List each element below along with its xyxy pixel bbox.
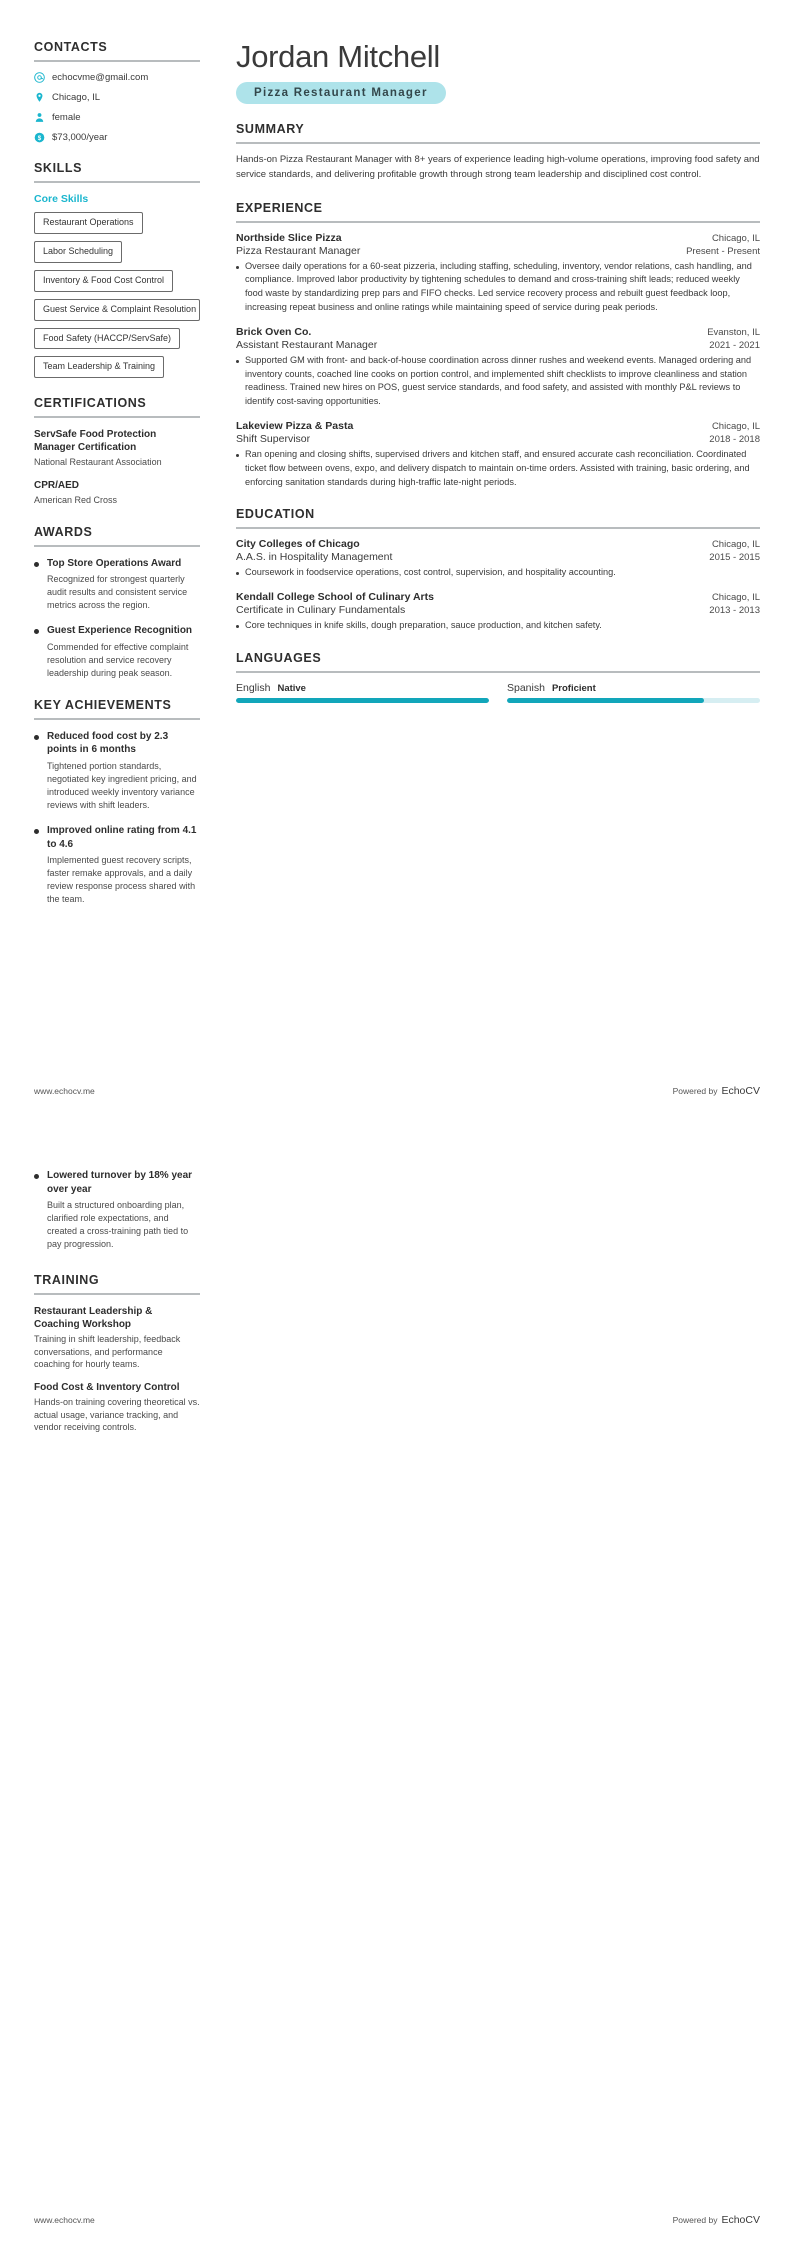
education-org: Kendall College School of Culinary Arts xyxy=(236,591,434,604)
education-bullet xyxy=(236,619,760,633)
education-dates: 2013 - 2013 xyxy=(709,605,760,617)
certification-entry xyxy=(34,428,200,469)
education-location: Chicago, IL xyxy=(711,539,760,551)
main-column-continued xyxy=(216,1169,760,1452)
education-bullet xyxy=(236,566,760,580)
languages-section xyxy=(236,651,760,703)
section-divider xyxy=(34,181,200,183)
training-entry xyxy=(34,1381,200,1434)
bullet-dot-icon xyxy=(236,572,239,575)
main-column xyxy=(216,40,760,924)
key-achievement-description: Built a structured onboarding plan, clarified role expectations, and created a cross-training path tied to pay progression. xyxy=(47,1200,189,1250)
training-description: Training in shift leadership, feedback conversations, and performance coaching for hourly teams. xyxy=(34,1334,181,1370)
contact-email[interactable] xyxy=(34,72,200,83)
experience-bullet-text: Supported GM with front- and back-of-house coordination across dinner rushes and weekend events. Managed ordering and inventory counts, coached line cooks on portion control, and implemented shift checklists to improve cleanliness and station readiness. Trained new hires on POS, guest service standards, and food safety, and assisted with monthly P&L reviews to identify cost-saving opportunities. xyxy=(245,354,752,407)
language-name: Spanish xyxy=(507,681,545,694)
bullet-dot-icon xyxy=(236,454,239,457)
experience-bullet-text: Ran opening and closing shifts, supervised drivers and kitchen staff, and ensured accurate cash reconciliation. Coordinated ticket flow between ovens, expo, and delivery dispatch to maintain on-time orders. Assisted with training, basic ordering, and enforcing sanitation standards during high-traffic late-night periods. xyxy=(245,448,750,487)
key-achievement-description: Tightened portion standards, negotiated key ingredient pricing, and introduced weekly inventory variance reviews with shift leaders. xyxy=(47,760,197,810)
contact-salary xyxy=(34,132,200,143)
section-divider xyxy=(34,545,200,547)
section-divider xyxy=(236,142,760,144)
contacts-heading: CONTACTS xyxy=(34,40,108,54)
person-icon xyxy=(34,112,45,123)
key-achievement-item xyxy=(34,730,200,812)
education-section xyxy=(236,507,760,633)
footer-website[interactable]: www.echocv.me xyxy=(34,1086,95,1096)
award-title: Guest Experience Recognition xyxy=(47,625,193,637)
awards-heading: AWARDS xyxy=(34,524,93,539)
award-description: Recognized for strongest quarterly audit results and consistent service metrics across the region. xyxy=(47,574,188,611)
contact-location xyxy=(34,92,200,103)
section-divider xyxy=(34,416,200,418)
skill-chip[interactable]: Inventory & Food Cost Control xyxy=(34,270,173,292)
key-achievement-description: Implemented guest recovery scripts, faster remake approvals, and a daily review response process shared with the team. xyxy=(47,855,196,905)
resume-page-2 xyxy=(0,1129,794,2252)
contact-email-value: echocvme@gmail.com xyxy=(52,72,149,83)
skill-chip[interactable]: Restaurant Operations xyxy=(34,212,143,234)
education-location: Chicago, IL xyxy=(711,592,760,604)
section-divider xyxy=(236,671,760,673)
resume-page-1 xyxy=(0,0,794,1123)
education-bullet-text: Coursework in foodservice operations, cost control, supervision, and hospitality accounting. xyxy=(245,567,616,578)
page-footer xyxy=(34,2214,760,2226)
section-divider xyxy=(34,718,200,720)
experience-bullet xyxy=(236,448,760,489)
language-level: Proficient xyxy=(551,682,596,694)
sidebar-continued xyxy=(34,1169,216,1452)
education-entry xyxy=(236,538,760,580)
skill-chip[interactable]: Labor Scheduling xyxy=(34,241,122,263)
location-pin-icon xyxy=(34,92,45,103)
experience-entry xyxy=(236,420,760,489)
salary-coin-icon xyxy=(34,132,45,143)
job-title-badge: Pizza Restaurant Manager xyxy=(236,82,446,104)
skill-chip[interactable]: Food Safety (HACCP/ServSafe) xyxy=(34,328,180,350)
skills-subheading: Core Skills xyxy=(34,193,89,205)
education-org: City Colleges of Chicago xyxy=(236,538,360,551)
experience-dates: 2018 - 2018 xyxy=(709,433,760,445)
key-achievement-title: Reduced food cost by 2.3 points in 6 months xyxy=(47,730,169,756)
award-item xyxy=(34,624,200,680)
bullet-dot-icon xyxy=(34,562,39,567)
certification-title: ServSafe Food Protection Manager Certification xyxy=(34,429,157,454)
experience-dates: 2021 - 2021 xyxy=(709,339,760,351)
language-level: Native xyxy=(277,682,306,694)
svg-text:$: $ xyxy=(37,134,42,142)
section-divider xyxy=(236,221,760,223)
footer-website[interactable]: www.echocv.me xyxy=(34,2215,95,2225)
award-description: Commended for effective complaint resolution and service recovery leadership during peak season. xyxy=(47,641,189,678)
experience-bullet xyxy=(236,354,760,409)
summary-heading: SUMMARY xyxy=(236,122,305,137)
experience-bullet xyxy=(236,260,760,315)
page-title: Jordan Mitchell xyxy=(236,39,440,74)
certifications-section xyxy=(34,396,200,506)
experience-heading: EXPERIENCE xyxy=(236,200,323,215)
sidebar xyxy=(34,40,216,924)
experience-section xyxy=(236,201,760,490)
key-achievement-item xyxy=(34,824,200,906)
experience-bullet-text: Oversee daily operations for a 60-seat pizzeria, including staffing, scheduling, inventory, vendor relations, cash handling, and compliance. Improved labor productivity by tightening schedules to demand and cross-training shift leads; reduced weekly food waste by standardizing prep pars and FIFO checks. Led service recovery process and rebuilt guest feedback loop, increasing repeat business and online ratings while maintaining speed of service during peak periods. xyxy=(245,260,752,312)
award-item xyxy=(34,557,200,613)
experience-location: Chicago, IL xyxy=(711,232,760,244)
skill-chip[interactable]: Team Leadership & Training xyxy=(34,356,164,378)
language-item xyxy=(507,682,760,703)
education-entry xyxy=(236,591,760,633)
key-achievement-item xyxy=(34,1169,200,1251)
key-achievement-title: Lowered turnover by 18% year over year xyxy=(47,1170,193,1195)
bullet-dot-icon xyxy=(34,1174,39,1179)
email-icon xyxy=(34,72,45,83)
certification-entry xyxy=(34,479,200,507)
language-progress-track xyxy=(236,698,489,703)
key-achievement-title: Improved online rating from 4.1 to 4.6 xyxy=(47,825,197,850)
training-title: Food Cost & Inventory Control xyxy=(34,1381,180,1393)
bullet-dot-icon xyxy=(236,266,239,269)
experience-role: Shift Supervisor xyxy=(236,432,311,445)
education-heading: EDUCATION xyxy=(236,507,315,522)
training-description: Hands-on training covering theoretical vs. actual usage, variance tracking, and vendor receiving controls. xyxy=(34,1396,200,1433)
education-degree: Certificate in Culinary Fundamentals xyxy=(236,604,406,617)
training-section xyxy=(34,1273,200,1434)
languages-heading: LANGUAGES xyxy=(236,650,322,665)
language-name: English xyxy=(236,681,271,694)
experience-role: Assistant Restaurant Manager xyxy=(236,338,378,351)
experience-org: Brick Oven Co. xyxy=(236,325,312,338)
contacts-section xyxy=(34,40,200,143)
footer-brand: EchoCV xyxy=(721,1085,760,1097)
experience-dates: Present - Present xyxy=(686,245,760,257)
footer-brand: EchoCV xyxy=(721,2214,760,2226)
summary-text: Hands-on Pizza Restaurant Manager with 8+ years of experience leading high-volume operations, improving food safety and service standards, and delivering profitable growth through strong team leadership and disciplined cost control. xyxy=(236,154,760,180)
contact-gender-value: female xyxy=(52,112,81,123)
education-dates: 2015 - 2015 xyxy=(709,552,760,564)
page-footer xyxy=(34,1085,760,1097)
experience-org: Lakeview Pizza & Pasta xyxy=(236,419,354,432)
experience-location: Evanston, IL xyxy=(707,326,760,338)
language-progress-fill xyxy=(236,698,489,703)
certification-issuer: National Restaurant Association xyxy=(34,457,162,468)
experience-org: Northside Slice Pizza xyxy=(236,231,342,244)
language-progress-track xyxy=(507,698,760,703)
training-heading: TRAINING xyxy=(34,1273,100,1288)
skill-chip[interactable]: Guest Service & Complaint Resolution xyxy=(34,299,200,321)
bullet-dot-icon xyxy=(236,625,239,628)
footer-powered-prefix: Powered by xyxy=(672,1086,718,1096)
bullet-dot-icon xyxy=(34,829,39,834)
training-entry xyxy=(34,1305,200,1371)
training-title: Restaurant Leadership & Coaching Workshop xyxy=(34,1306,153,1331)
bullet-dot-icon xyxy=(236,360,239,363)
key-achievements-section xyxy=(34,698,200,906)
experience-entry xyxy=(236,326,760,409)
certifications-heading: CERTIFICATIONS xyxy=(34,396,147,411)
award-title: Top Store Operations Award xyxy=(47,557,182,569)
education-bullet-text: Core techniques in knife skills, dough preparation, sauce production, and kitchen safety. xyxy=(245,620,602,631)
section-divider xyxy=(236,527,760,529)
bullet-dot-icon xyxy=(34,735,39,740)
footer-powered-by xyxy=(673,2214,760,2226)
certification-title: CPR/AED xyxy=(34,479,80,491)
experience-entry xyxy=(236,232,760,315)
section-divider xyxy=(34,1293,200,1295)
contact-gender xyxy=(34,112,200,123)
bullet-dot-icon xyxy=(34,629,39,634)
skills-heading: SKILLS xyxy=(34,161,83,175)
contact-location-value: Chicago, IL xyxy=(52,92,101,103)
footer-powered-by xyxy=(673,1085,760,1097)
section-divider xyxy=(34,60,200,62)
footer-powered-prefix: Powered by xyxy=(672,2215,718,2225)
summary-section xyxy=(236,122,760,182)
language-item xyxy=(236,682,489,703)
experience-role: Pizza Restaurant Manager xyxy=(236,244,361,257)
skills-section xyxy=(34,161,200,378)
language-progress-fill xyxy=(507,698,704,703)
education-degree: A.A.S. in Hospitality Management xyxy=(236,551,393,564)
awards-section xyxy=(34,525,200,680)
key-achievements-heading: KEY ACHIEVEMENTS xyxy=(34,697,172,712)
certification-issuer: American Red Cross xyxy=(34,494,118,505)
contact-salary-value: $73,000/year xyxy=(52,132,108,143)
experience-location: Chicago, IL xyxy=(711,420,760,432)
